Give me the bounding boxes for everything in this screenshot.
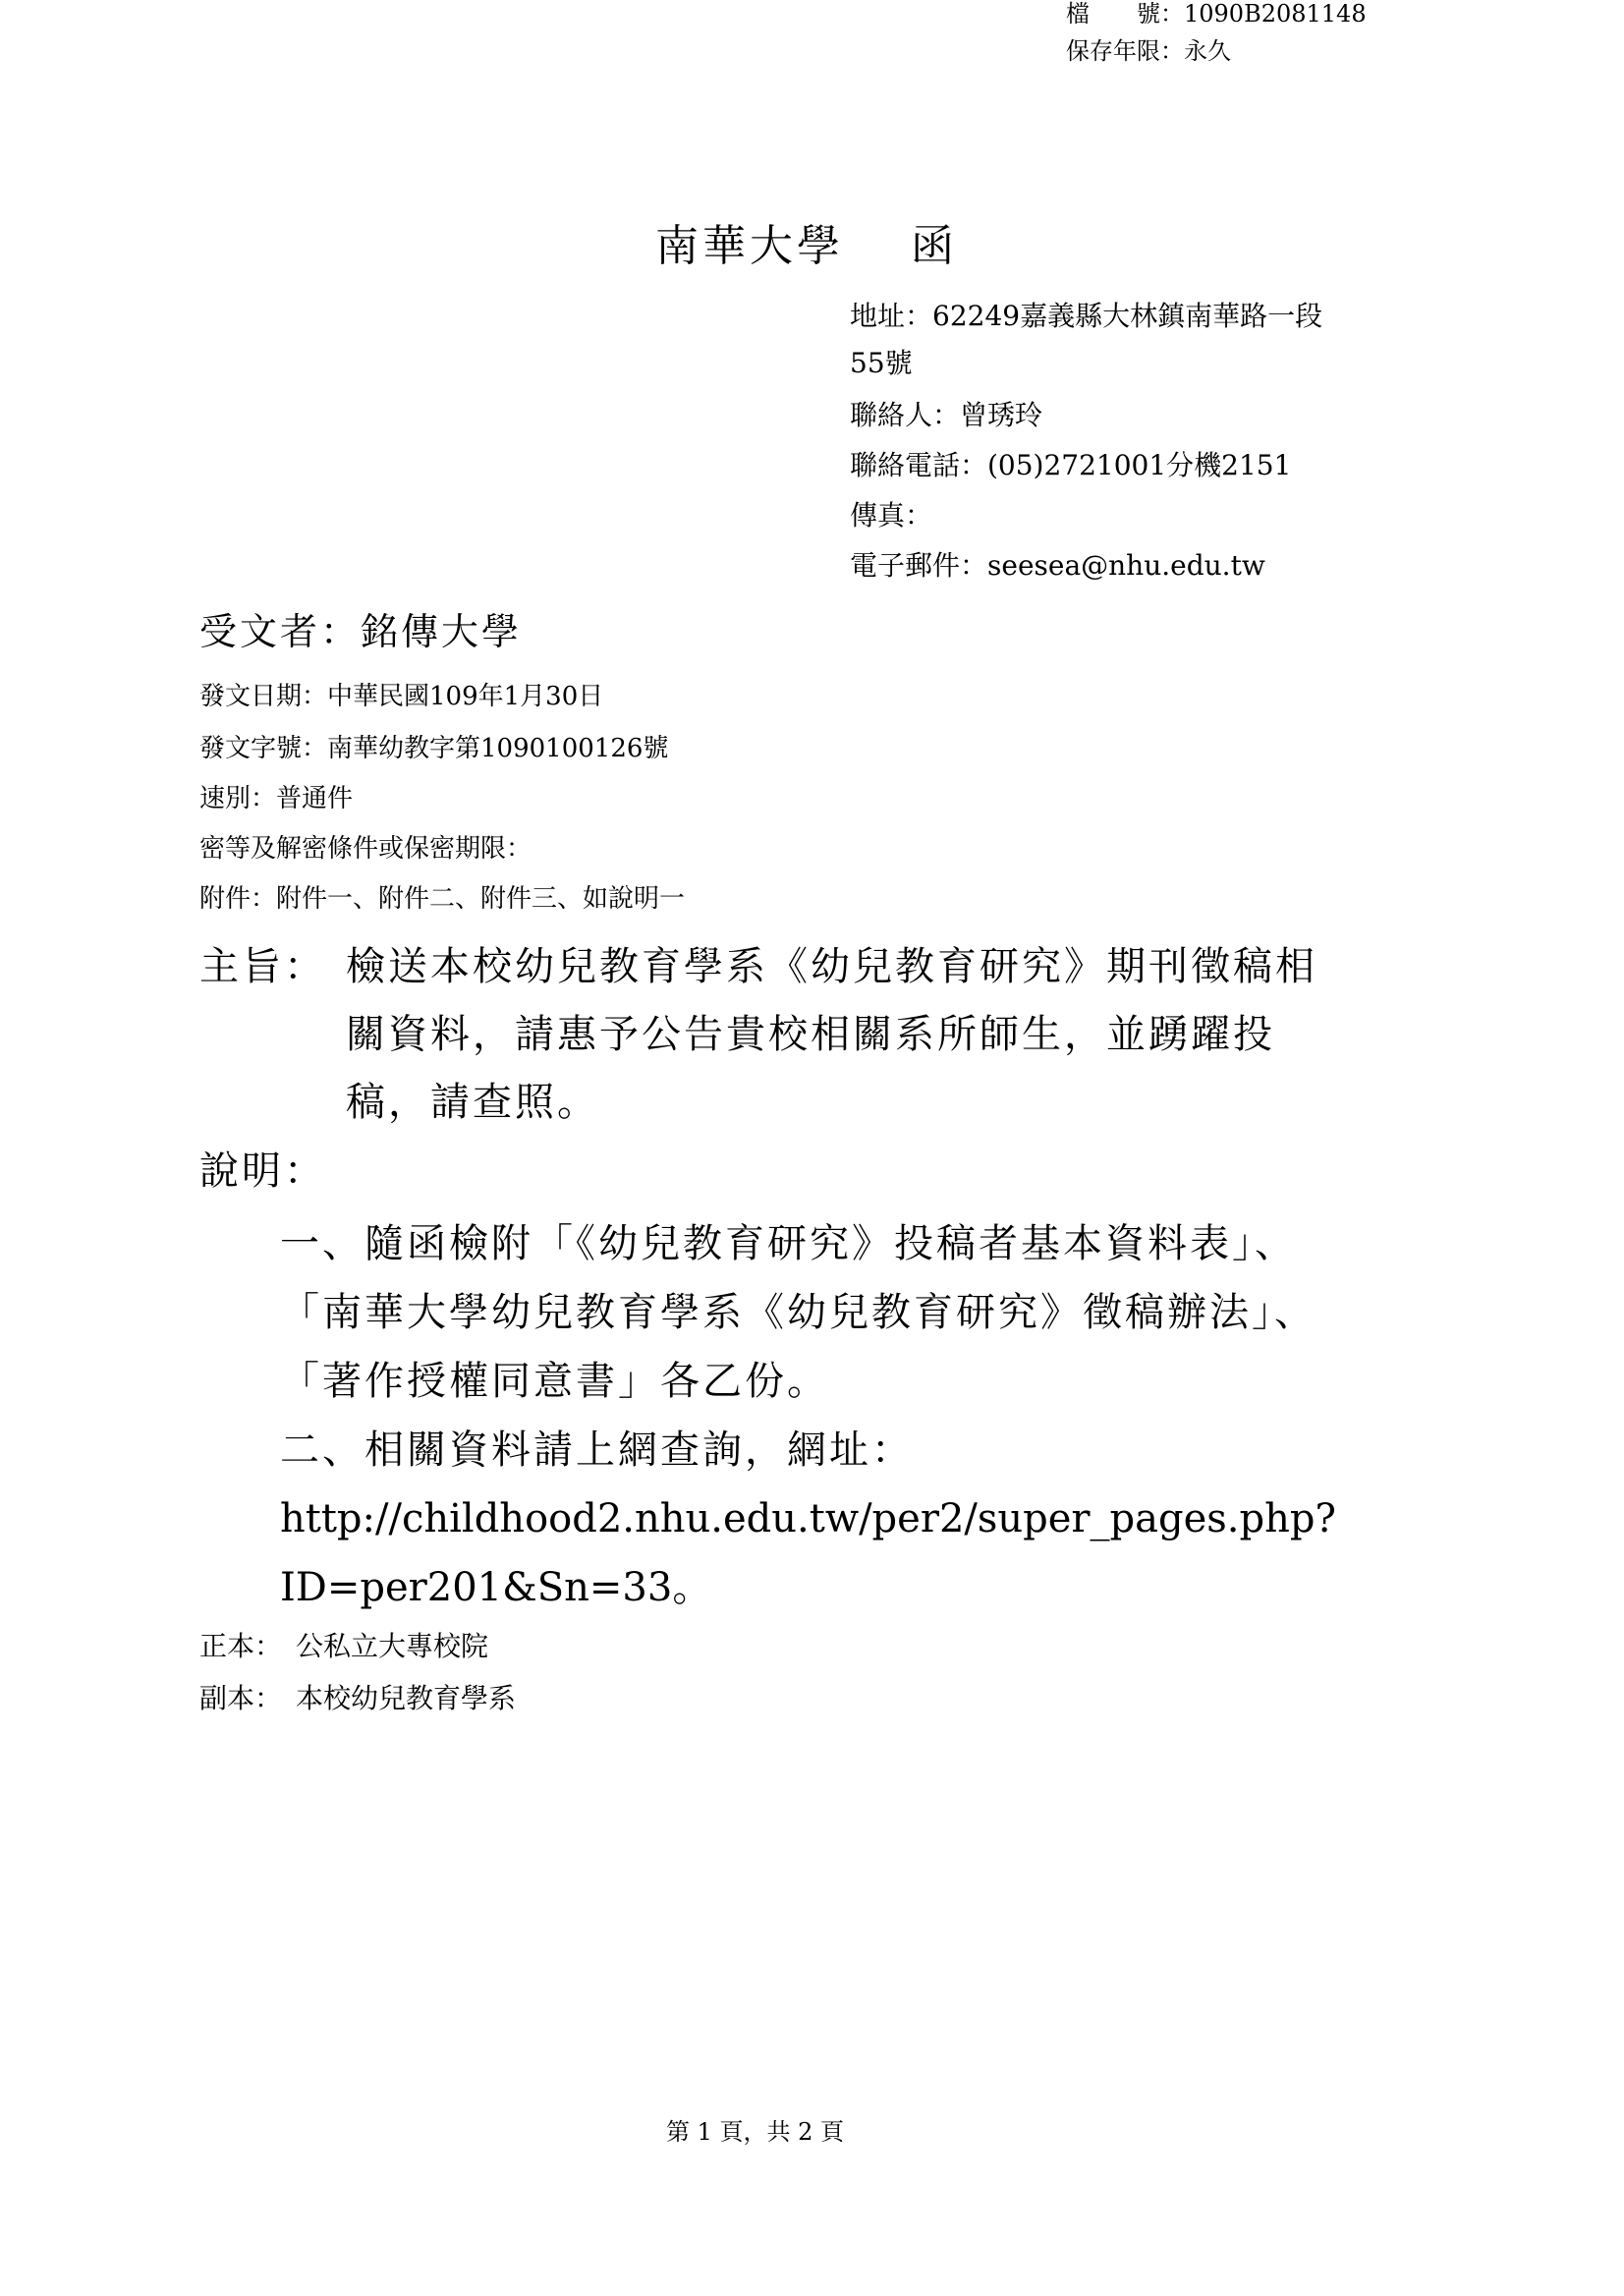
recipient: 受文者：銘傳大學	[199, 610, 523, 653]
issue-date: 發文日期：中華民國109年1月30日	[199, 682, 604, 711]
sender-phone: 聯絡電話：(05)2721001分機2151	[850, 449, 1292, 481]
file-number: 檔 號：1090B2081148	[1066, 0, 1367, 28]
sender-address-line1: 地址：62249嘉義縣大林鎮南華路一段	[850, 300, 1323, 332]
org-name: 南華大學	[655, 221, 844, 271]
explanation-line: 「南華大學幼兒教育學系《幼兒教育研究》徵稿辦法」、	[280, 1290, 1316, 1335]
attachments: 附件：附件一、附件二、附件三、如說明一	[199, 884, 686, 914]
doc-number: 發文字號：南華幼教字第1090100126號	[199, 734, 669, 763]
page-number: 第 1 頁，共 2 頁	[666, 2118, 845, 2146]
subject-line: 關資料，請惠予公告貴校相關系所師生，並踴躍投	[346, 1012, 1275, 1057]
secrecy-level: 密等及解密條件或保密期限：	[199, 834, 532, 864]
explanation-line: 二、相關資料請上網查詢，網址：	[280, 1428, 914, 1473]
copy-recipients: 副本： 本校幼兒教育學系	[199, 1682, 517, 1714]
subject-line: 檢送本校幼兒教育學系《幼兒教育研究》期刊徵稿相	[346, 944, 1317, 989]
explanation-label: 說明：	[199, 1148, 326, 1194]
document-title	[655, 210, 958, 273]
explanation-url-line: http://childhood2.nhu.edu.tw/per2/super_pages.php?	[280, 1496, 1336, 1541]
sender-address-line2: 55號	[850, 347, 913, 379]
sender-email: 電子郵件：seesea@nhu.edu.tw	[850, 549, 1265, 582]
retention-period: 保存年限：永久	[1066, 37, 1231, 65]
doc-type: 函	[911, 221, 958, 271]
delivery-speed: 速別：普通件	[199, 784, 354, 813]
explanation-line: 一、隨函檢附「《幼兒教育研究》投稿者基本資料表」、	[280, 1221, 1297, 1266]
subject-line: 稿，請查照。	[346, 1080, 599, 1125]
explanation-line: 「著作授權同意書」各乙份。	[280, 1359, 829, 1404]
explanation-url-line: ID=per201&Sn=33。	[280, 1565, 712, 1610]
subject-label: 主旨：	[199, 944, 326, 989]
sender-contact: 聯絡人：曾琇玲	[850, 399, 1043, 431]
original-recipients: 正本： 公私立大專校院	[199, 1630, 489, 1662]
sender-fax: 傳真：	[850, 499, 933, 532]
